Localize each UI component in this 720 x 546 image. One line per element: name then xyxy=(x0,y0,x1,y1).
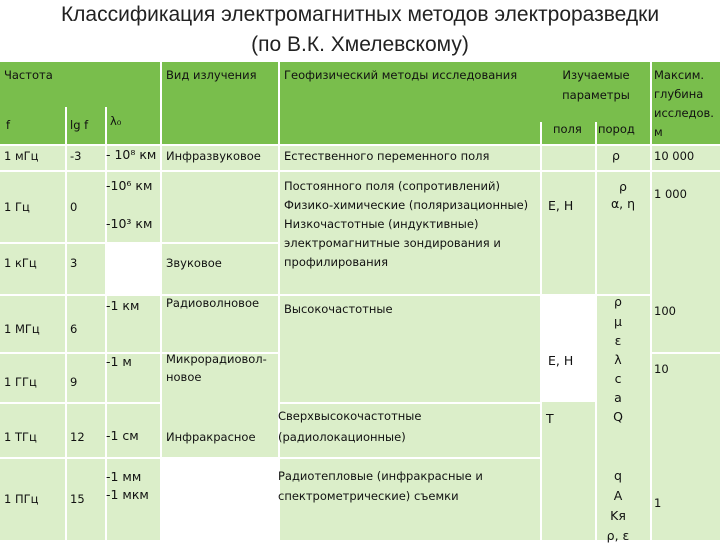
freq-1phz: 1 ПГц xyxy=(4,492,39,506)
freq-1mhz: 1 МГц xyxy=(4,322,40,336)
field-eh-1: E, H xyxy=(548,198,574,213)
classification-table xyxy=(0,62,720,543)
header-frequency: Частота xyxy=(4,68,53,82)
lgf-15: 15 xyxy=(70,492,85,506)
header-geo-methods: Геофизический методы исследования xyxy=(284,68,518,82)
header-params-rock: пород xyxy=(598,122,635,136)
lgf-minus3: -3 xyxy=(70,149,82,163)
lambda-1e6: -10⁶ км xyxy=(106,178,153,193)
header-f: f xyxy=(6,118,11,132)
lambda-1e8: - 10⁸ км xyxy=(106,147,157,162)
title-line-2: (по В.К. Хмелевскому) xyxy=(251,33,469,56)
method-rt-1: Радиотепловые (инфракрасные и xyxy=(278,469,483,483)
method-high-frequency: Высокочастотные xyxy=(284,302,393,316)
field-eh-2: E, H xyxy=(548,353,574,368)
header-params: Изучаемые параметры xyxy=(562,68,630,102)
blank-type-cell xyxy=(160,457,278,540)
type-sound: Звуковое xyxy=(166,256,222,270)
method-dc-line-1: Постоянного поля (сопротивлений) xyxy=(284,179,500,193)
rock-epsilon: ε xyxy=(614,333,622,348)
freq-1mhz-low: 1 мГц xyxy=(4,149,39,163)
depth-10: 10 xyxy=(654,362,669,376)
rock-lambda: λ xyxy=(614,352,622,367)
lambda-1m: -1 м xyxy=(106,354,132,369)
freq-1hz: 1 Гц xyxy=(4,200,30,214)
rock-rho-3: ρ xyxy=(614,294,622,309)
header-depth: Максим. глубина исследов. м xyxy=(654,68,714,139)
method-shf-2: (радиолокационные) xyxy=(278,430,406,444)
freq-1khz: 1 кГц xyxy=(4,256,37,270)
title-line-1: Классификация электромагнитных методов электроразведки xyxy=(60,3,660,26)
blank-params-hf xyxy=(540,294,595,402)
method-natural-field: Естественного переменного поля xyxy=(284,149,490,163)
method-dc-line-4: электромагнитные зондирования и xyxy=(284,236,501,250)
type-radiowave: Радиоволновое xyxy=(166,296,260,310)
method-dc-line-5: профилирования xyxy=(284,255,389,269)
rock-alpha-eta: α, η xyxy=(610,196,636,211)
lgf-9: 9 xyxy=(70,375,78,389)
blank-lambda-cell xyxy=(105,242,160,294)
lgf-6: 6 xyxy=(70,322,78,336)
slide-title xyxy=(0,0,720,60)
type-microwave-2: новое xyxy=(166,370,202,384)
header-lgf: lg f xyxy=(70,118,89,132)
rock-q-small: q xyxy=(614,468,622,483)
method-rt-2: спектрометрические) съемки xyxy=(278,489,459,503)
method-shf-1: Сверхвысокочастотные xyxy=(278,409,422,423)
rock-mu: μ xyxy=(614,314,622,329)
freq-1thz: 1 ТГц xyxy=(4,430,37,444)
header-lambda: λ₀ xyxy=(110,114,122,128)
rock-c: c xyxy=(614,371,622,386)
method-dc-line-2: Физико-химические (поляризационные) xyxy=(284,198,529,212)
lambda-1um: -1 мкм xyxy=(106,487,149,502)
type-infrasound: Инфразвуковое xyxy=(166,149,261,163)
depth-1000: 1 000 xyxy=(654,187,687,201)
depth-100: 100 xyxy=(654,304,676,318)
method-dc-line-3: Низкочастотные (индуктивные) xyxy=(284,217,479,231)
rock-a: a xyxy=(614,390,622,405)
lgf-12: 12 xyxy=(70,430,85,444)
rock-rho-1: ρ xyxy=(612,148,620,163)
depth-10000: 10 000 xyxy=(654,149,695,163)
lambda-1e3: -10³ км xyxy=(106,216,153,231)
field-t: T xyxy=(546,411,554,426)
rock-rho-2: ρ xyxy=(619,179,627,194)
lgf-0: 0 xyxy=(70,200,78,214)
lambda-1km: -1 км xyxy=(106,298,140,313)
rock-rho-eps: ρ, ε xyxy=(606,528,630,543)
freq-1ghz: 1 ГГц xyxy=(4,375,37,389)
rock-q: Q xyxy=(613,409,623,424)
rock-A: A xyxy=(613,488,623,503)
type-infrared: Инфракрасное xyxy=(166,430,256,444)
lambda-1mm: -1 мм xyxy=(106,469,142,484)
rock-kya: Kя xyxy=(610,508,626,523)
header-radiation-type: Вид излучения xyxy=(166,68,257,82)
header-params-field: поля xyxy=(553,122,582,136)
lgf-3: 3 xyxy=(70,256,78,270)
lambda-1cm: -1 см xyxy=(106,428,139,443)
depth-1: 1 xyxy=(654,496,662,510)
type-microwave-1: Микрорадиовол- xyxy=(166,352,267,366)
